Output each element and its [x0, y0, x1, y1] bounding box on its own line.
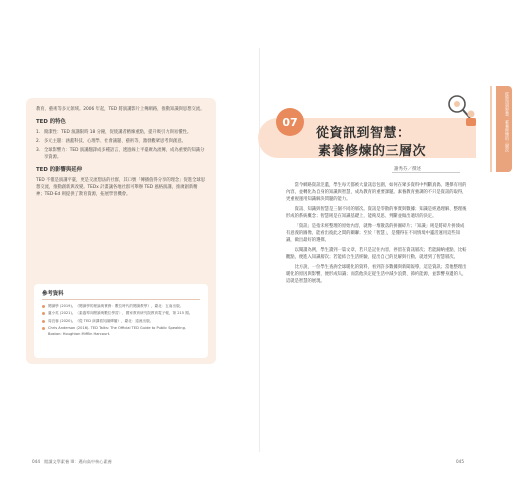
paragraph: 資訊、知識與智慧是三個不同的層次。資訊是零散的事實與數據；知識是經過理解、整理後形成的系統概念；智慧則是在知識基礎上，能夠反思、判斷並做出適切的決定。	[286, 207, 467, 219]
side-tab-stripe	[490, 86, 492, 172]
intro-text: 教育、藝術等多元領域。2006 年起，TED 將演講影片上傳網路，推動知識與思想交流。	[36, 107, 205, 112]
impact-text: TED 不僅是演講平臺，更是交流想法的社群，其口號「傳播值得分享的理念」促進全球思想交流，推動創新與改變。TEDx 計畫讓各地社群可舉辦 TED 風格演講，推廣創新精神；TED-Ed 則提供了教育資源，拓展學習機會。	[36, 178, 205, 197]
footer-title: 閱讀文學素養 III：邁向高中核心素養	[44, 459, 112, 464]
features-title: TED 的特色	[36, 119, 66, 125]
magnifier-person-icon	[444, 92, 480, 128]
reference-text: 閱讀學 (2019)。《閱讀學的理論與實務：數位時代的閱讀教學》，臺北：五南出版。	[48, 304, 184, 308]
reference-text: 周宜蓉 (2020)。《從 TED 演講看知識傳播》，臺北：遠流出版。	[48, 318, 154, 323]
feature-text: 簡潔性：TED 演講限時 18 分鐘，促使講者精煉重點，提升吸引力與易懂性。	[44, 130, 192, 135]
feature-num: 3.	[36, 148, 41, 153]
paragraph: 以閱讀為例，學生讀到一篇文章，若只是記住內容，停留在資訊層次；若能歸納重點、比較觀點，便進入知識層次；若能結合生活經驗，提出自己的見解與行動，就達到了智慧層次。	[286, 248, 467, 260]
references-divider	[42, 299, 200, 300]
side-tab-label: 從資訊到智慧：素養修煉的三層次	[505, 92, 510, 152]
chapter-title: 從資訊到智慧：	[316, 126, 411, 141]
author-credit: 謝秀芬／撰述	[394, 167, 421, 172]
chapter-subtitle: 素養修煉的三層次	[318, 144, 427, 159]
page-number-left: 044	[32, 459, 40, 464]
feature-num: 2.	[36, 139, 41, 144]
page-number-right: 045	[456, 459, 464, 464]
paragraph: 「資訊」是指未經整理的原始內容，就像一堆散落的拼圖碎片；「知識」則是將碎片拼湊成有意義的圖像，能看出彼此之間的關聯；至於「智慧」，是懂得在不同情境中靈活運用這些知識，做出最好的選擇。	[286, 224, 465, 243]
feature-text: 多元主題：涵蓋科技、心理學、社會議題、藝術等，激發觀眾思考與創意。	[44, 139, 186, 144]
reference-item	[42, 304, 200, 309]
feature-item	[36, 129, 206, 136]
sidebar-box	[26, 98, 216, 364]
feature-item	[36, 138, 206, 145]
gutter	[259, 48, 260, 452]
reference-item	[42, 326, 200, 337]
bullet-icon	[42, 320, 45, 323]
sidebar-body	[36, 106, 206, 204]
impact-title: TED 的影響與延伸	[36, 167, 83, 173]
reference-item	[42, 311, 200, 316]
chapter-number: 07	[276, 108, 304, 136]
reference-text: 盧小英 (2021)。〈素養導向閱讀與數位學習〉，國家教育研究院教育電子報，第 215 期。	[48, 311, 193, 316]
author-divider	[392, 172, 460, 173]
feature-text: 全球影響力：TED 演講翻譯成多種語言，透過線上平臺廣為流傳，成為重要的知識分享資源。	[44, 148, 205, 160]
reference-text: Chris Anderson (2016). TED Talks: The Official TED Guide to Public Speaking. Boston: Houghton Mifflin Harcourt.	[48, 326, 186, 336]
paragraph: 比方說，一位學生查詢全球暖化的資料，看到許多數據與新聞報導，這是資訊；當他整理出暖化的原因與影響，便形成知識；而當他決定從生活中減少浪費、節約能源，並影響身邊的人，這就是智慧的展現。	[286, 265, 467, 284]
bullet-icon	[42, 327, 45, 330]
footer-left	[32, 459, 112, 465]
bullet-icon	[42, 312, 45, 315]
article-body	[286, 182, 468, 288]
feature-num: 1.	[36, 130, 41, 135]
references-title: 參考資料	[42, 291, 64, 297]
feature-item	[36, 147, 206, 161]
bullet-icon	[42, 305, 45, 308]
reference-item	[42, 319, 200, 324]
references-box	[34, 284, 208, 358]
paragraph: 當今網路資訊氾濫，學生每天都被大量訊息包圍，如何在眾多資料中判斷真偽、選擇有用的內容，並轉化為自身的知識與智慧，成為教育的重要課題。素養教育強調的不只是資訊的取得，更重視運用知識解決問題的能力。	[286, 183, 467, 202]
